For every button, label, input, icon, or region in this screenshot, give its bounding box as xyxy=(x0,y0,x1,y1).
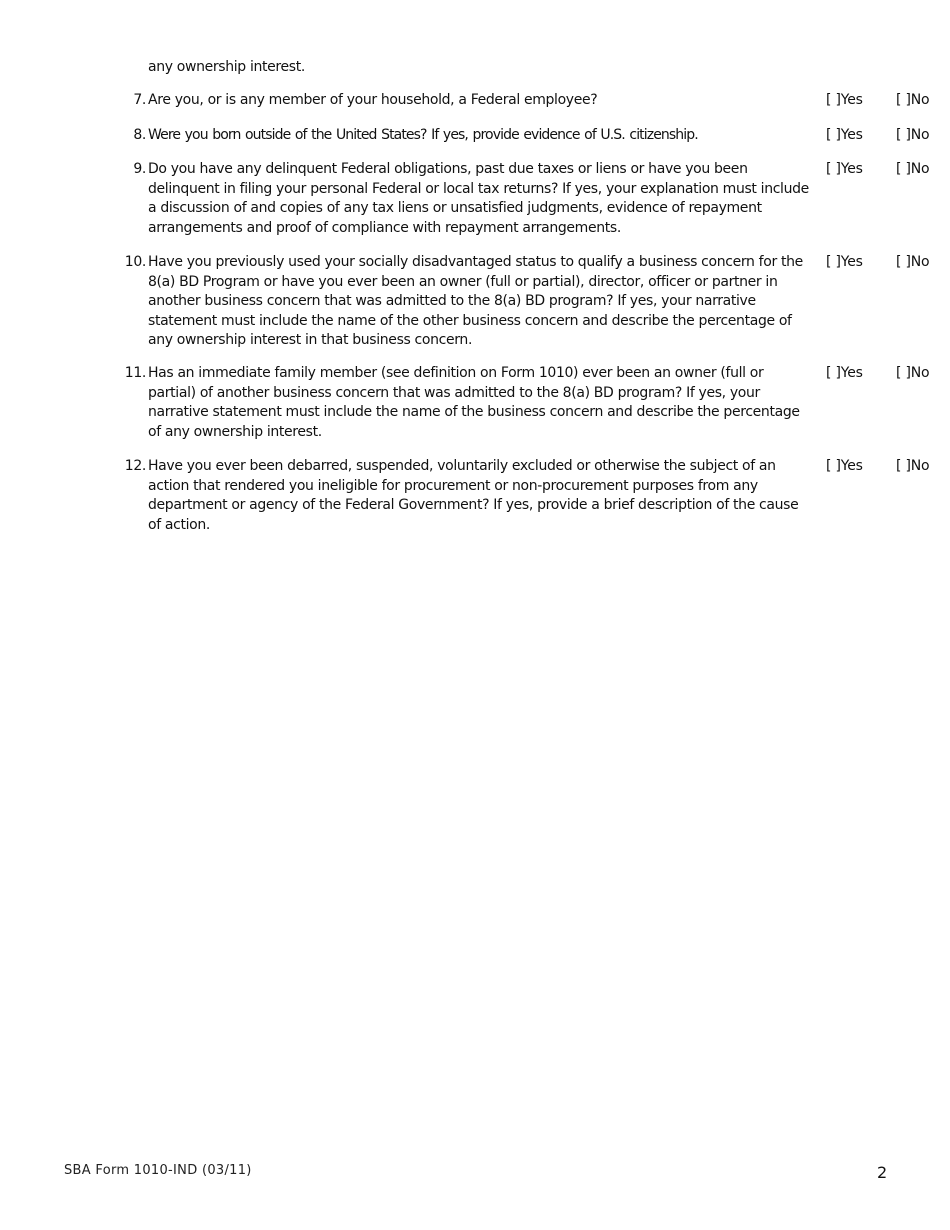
question-number: 11. xyxy=(124,365,146,381)
question-number: 9. xyxy=(133,161,146,177)
question-text: Were you born outside of the United States? If yes, provide evidence of U.S. citizenship. xyxy=(148,127,698,143)
question-text: Have you ever been debarred, suspended, voluntarily excluded or otherwise the subject of an action that rendered you ineligible for procurement or non-procurement purposes from any department or agency of the Federal Government? If yes, provide a brief description of the cause of action. xyxy=(148,458,799,533)
no-checkbox[interactable]: [ ]No xyxy=(896,92,930,108)
yes-checkbox[interactable]: [ ]Yes xyxy=(826,92,863,108)
question-number: 8. xyxy=(133,127,146,143)
no-checkbox[interactable]: [ ]No xyxy=(896,458,930,474)
question-number: 12. xyxy=(124,458,146,474)
no-checkbox[interactable]: [ ]No xyxy=(896,161,930,177)
yes-checkbox[interactable]: [ ]Yes xyxy=(826,254,863,270)
page-number: 2 xyxy=(877,1163,888,1182)
question-text: Has an immediate family member (see definition on Form 1010) ever been an owner (full or partial) of another business concern that was admitted to the 8(a) BD program? If yes, your narrative statement must include the name of the business concern and describe the percentage of any ownership interest. xyxy=(148,365,800,440)
no-checkbox[interactable]: [ ]No xyxy=(896,365,930,381)
question-text: Have you previously used your socially disadvantaged status to qualify a business concern for the 8(a) BD Program or have you ever been an owner (full or partial), director, officer or partner in another business concern that was admitted to the 8(a) BD program? If yes, your narrative statement must include the name of the other business concern and describe the percentage of any ownership interest in that business concern. xyxy=(148,254,803,349)
question-number: 10. xyxy=(124,254,146,270)
question-text: Do you have any delinquent Federal obligations, past due taxes or liens or have you been delinquent in filing your personal Federal or local tax returns? If yes, your explanation must include a discussion of and copies of any tax liens or unsatisfied judgments, evidence of repayment arrangements and proof of compliance with repayment arrangements. xyxy=(148,161,809,236)
no-checkbox[interactable]: [ ]No xyxy=(896,254,930,270)
form-identifier: SBA Form 1010-IND (03/11) xyxy=(64,1163,252,1178)
yes-checkbox[interactable]: [ ]Yes xyxy=(826,161,863,177)
yes-checkbox[interactable]: [ ]Yes xyxy=(826,127,863,143)
no-checkbox[interactable]: [ ]No xyxy=(896,127,930,143)
yes-checkbox[interactable]: [ ]Yes xyxy=(826,365,863,381)
yes-checkbox[interactable]: [ ]Yes xyxy=(826,458,863,474)
continuation-text: any ownership interest. xyxy=(148,59,305,75)
question-number: 7. xyxy=(133,92,146,108)
question-text: Are you, or is any member of your household, a Federal employee? xyxy=(148,92,598,108)
